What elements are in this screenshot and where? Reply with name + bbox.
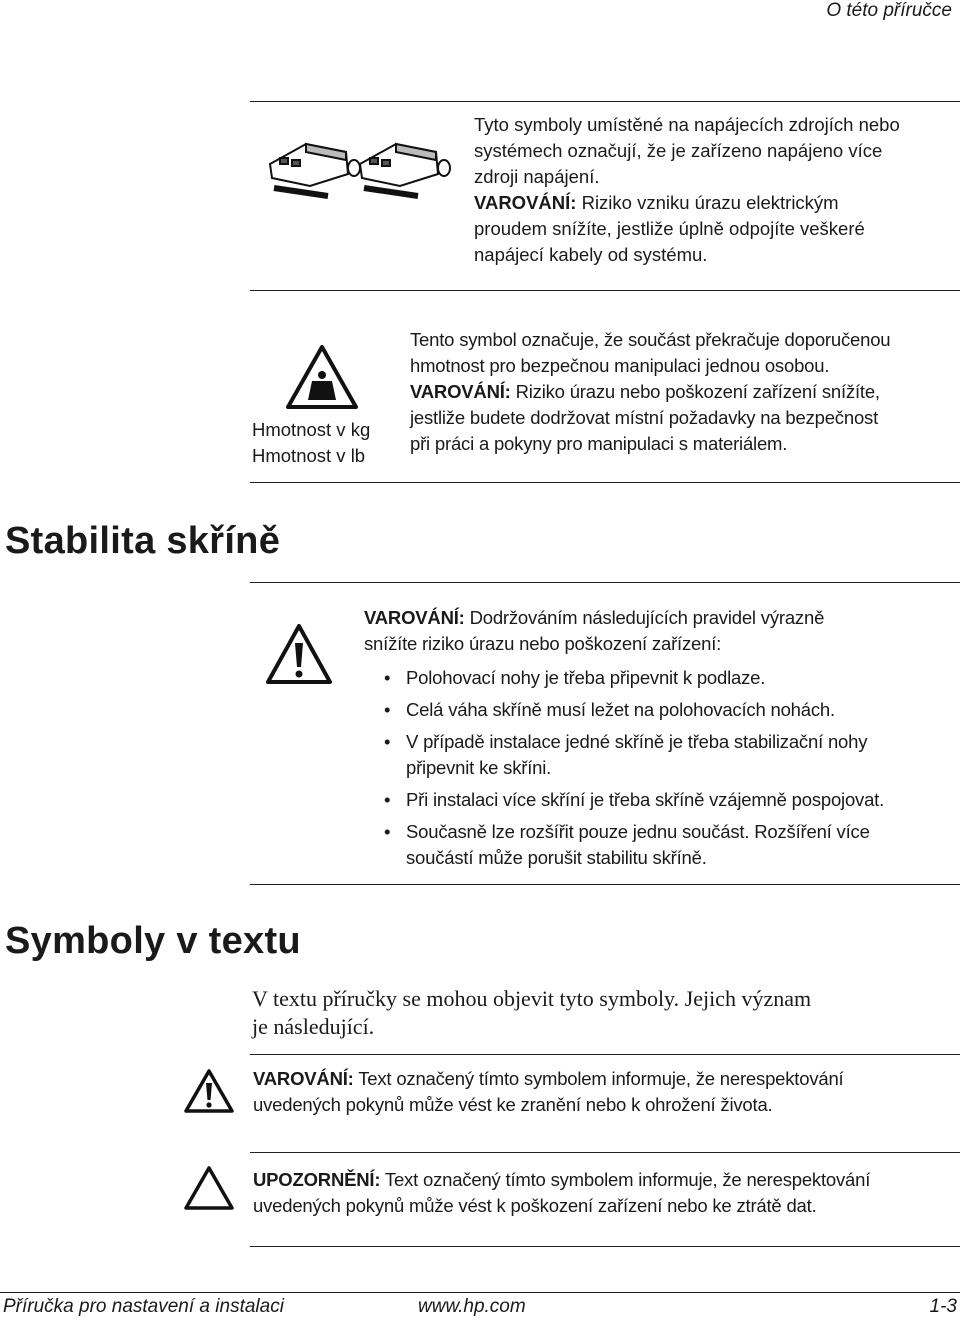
list-item xyxy=(364,787,954,813)
text-fragment: Text označený tímto symbolem informuje, že nerespektování xyxy=(353,1068,844,1089)
warning-line xyxy=(364,605,954,631)
footer-title: Příručka pro nastavení a instalaci xyxy=(3,1296,284,1317)
divider xyxy=(250,1246,960,1247)
text-fragment: Riziko úrazu nebo poškození zařízení snížíte, xyxy=(510,381,880,402)
footer-page-number: 1-3 xyxy=(929,1296,957,1317)
warning-label: VAROVÁNÍ: xyxy=(364,607,465,628)
exclamation-triangle-icon xyxy=(183,1068,235,1114)
divider xyxy=(250,582,960,583)
section-heading-stability: Stabilita skříně xyxy=(5,520,281,562)
empty-triangle-icon xyxy=(183,1165,235,1211)
warning-label: VAROVÁNÍ: xyxy=(253,1068,354,1089)
section2-text xyxy=(410,327,958,457)
weight-warning-icon xyxy=(285,344,359,410)
text-line: jestliže budete dodržovat místní požadavky na bezpečnost xyxy=(410,407,879,428)
warning-line xyxy=(410,379,958,405)
list-item xyxy=(364,729,954,781)
caption-kg: Hmotnost v kg xyxy=(252,419,371,440)
warning-note xyxy=(253,1066,958,1118)
list-item-text: Celá váha skříně musí ležet na polohovacích nohách. xyxy=(406,699,835,720)
list-item xyxy=(364,665,954,691)
text-line: zdroji napájení. xyxy=(474,166,600,187)
stability-warning xyxy=(364,605,954,871)
caution-label: UPOZORNĚNÍ: xyxy=(253,1169,381,1190)
section-heading-symbols: Symboly v textu xyxy=(5,920,301,962)
list-item-text: součástí může porušit stabilitu skříně. xyxy=(406,847,707,868)
divider xyxy=(250,1152,960,1153)
warning-label: VAROVÁNÍ: xyxy=(410,381,511,402)
text-line: uvedených pokynů může vést k poškození zařízení nebo ke ztrátě dat. xyxy=(253,1195,817,1216)
warning-line xyxy=(474,190,954,216)
text-fragment: Text označený tímto symbolem informuje, že nerespektování xyxy=(380,1169,871,1190)
caution-line xyxy=(253,1167,958,1193)
text-fragment: Riziko vzniku úrazu elektrickým xyxy=(576,192,839,213)
warning-label: VAROVÁNÍ: xyxy=(474,192,577,213)
stability-list xyxy=(364,665,954,871)
list-item-text: připevnit ke skříni. xyxy=(406,757,552,778)
divider xyxy=(250,290,960,291)
list-item-text: • V případě instalace jedné skříně je třeba stabilizační nohy xyxy=(406,731,868,752)
text-line: při práci a pokyny pro manipulaci s materiálem. xyxy=(410,433,788,454)
list-item-text: Polohovací nohy je třeba připevnit k podlaze. xyxy=(406,667,766,688)
page-header-title: O této příručce xyxy=(826,0,952,21)
list-item-text: • Současně lze rozšířit pouze jednu součást. Rozšíření více xyxy=(406,821,870,842)
divider xyxy=(250,101,960,102)
text-line: uvedených pokynů může vést ke zranění nebo k ohrožení života. xyxy=(253,1094,773,1115)
text-line: V textu příručky se mohou objevit tyto symboly. Jejich význam xyxy=(252,986,812,1011)
list-item-text: Při instalaci více skříní je třeba skříně vzájemně pospojovat. xyxy=(406,789,885,810)
text-line: Tyto symboly umístěné na napájecích zdrojích nebo xyxy=(474,114,900,135)
text-line: Tento symbol označuje, že součást překračuje doporučenou xyxy=(410,329,891,350)
footer-divider xyxy=(0,1292,960,1293)
text-line: snížíte riziko úrazu nebo poškození zařízení: xyxy=(364,633,722,654)
text-line: je následující. xyxy=(252,1014,375,1039)
warning-line xyxy=(253,1066,958,1092)
footer-url[interactable]: www.hp.com xyxy=(418,1296,526,1317)
caption-lb: Hmotnost v lb xyxy=(252,445,366,466)
text-line: proudem snížíte, jestliže úplně odpojíte veškeré xyxy=(474,218,865,239)
divider xyxy=(250,1054,960,1055)
text-line: systémech označují, že je zařízeno napájeno více xyxy=(474,140,883,161)
symbols-intro xyxy=(252,985,952,1041)
dual-power-plug-icon xyxy=(266,130,456,200)
weight-captions xyxy=(252,417,392,469)
divider xyxy=(250,482,960,483)
list-item xyxy=(364,697,954,723)
list-item xyxy=(364,819,954,871)
text-fragment: Dodržováním následujících pravidel výrazně xyxy=(464,607,825,628)
text-line: hmotnost pro bezpečnou manipulaci jednou osobou. xyxy=(410,355,830,376)
divider xyxy=(250,884,960,885)
text-line: napájecí kabely od systému. xyxy=(474,244,708,265)
exclamation-triangle-icon xyxy=(265,623,333,685)
caution-note xyxy=(253,1167,958,1219)
section1-text xyxy=(474,112,954,268)
